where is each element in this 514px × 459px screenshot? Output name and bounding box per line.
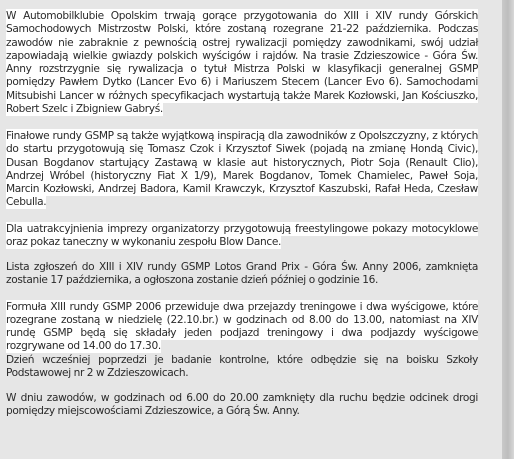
paragraph-text: Dla uatrakcyjnienia imprezy organizatorzy przygotowują freestylingowe pokazy motocyklowe oraz pokaz taneczny w wykonaniu zespołu Blow Dance. bbox=[6, 222, 478, 248]
page-edge-divider bbox=[502, 0, 514, 459]
paragraph-opole-drivers bbox=[6, 130, 478, 210]
paragraph-attractions bbox=[6, 223, 478, 250]
paragraph-schedule bbox=[6, 301, 478, 381]
paragraph-text: Finałowe rundy GSMP są także wyjątkową inspiracją dla zawodników z Opolszczyzny, z których do startu przygotowują się Tomasz Czok i Krzysztof Siwek (pojadą na zmianę Hondą Civic), Dusan Bogdanov startujący Zastawą w klasie aut historycznych, Piotr Soja (Renault Clio), Andrzej Wróbel (historyczny Fiat X 1/9), Marek Bogdanov, Tomek Chamielec, Paweł Soja, Marcin Kozłowski, Andrzej Badora, Kamil Krawczyk, Krzysztof Kaszubski, Rafał Heda, Czesław Cebulla. bbox=[6, 130, 478, 209]
paragraph-continuation: Dzień wcześniej poprzedzi je badanie kontrolne, które odbędzie się na boisku Szkoły Podstawowej nr 2 w Zdzieszowicach. bbox=[6, 353, 478, 379]
paragraph-gsmp-intro bbox=[6, 10, 478, 116]
paragraph-road-closure bbox=[6, 392, 478, 419]
article-body bbox=[6, 10, 478, 419]
paragraph-text: Formuła XIII rundy GSMP 2006 przewiduje dwa przejazdy treningowe i dwa wyścigowe, które rozegrane zostaną w niedzielę (22.10.br.) w godzinach od 8.00 do 13.00, natomiast na XIV rundę GSMP będą się składały jeden podjazd treningowy i dwa podjazdy wyścigowe rozgrywane od 14.00 do 17.30. bbox=[6, 300, 478, 353]
paragraph-entry-list bbox=[6, 261, 478, 288]
paragraph-text: W Automobilklubie Opolskim trwają gorące przygotowania do XIII i XIV rundy Górskich Samochodowych Mistrzostw Polski, które zostaną rozegrane 21-22 października. Podczas zawodów nie zabraknie z pewnością ostrej rywalizacji pomiędzy zawodnikami, swój udział zapowiadają wielkie gwiazdy polskich wyścigów i rajdów. Na trasie Zdzieszowice - Góra Św. Anny rozstrzygnie się rywalizacja o tytuł Mistrza Polski w klasyfikacji generalnej GSMP pomiędzy Pawłem Dytko (Lancer Evo 6) i Mariuszem Stecem (Lancer Evo 6). Samochodami Mitsubishi Lancer w różnych specyfikacjach wystartują także Marek Kozłowski, Jan Kościuszko, Robert Szelc i Zbigniew Gabryś. bbox=[6, 10, 478, 115]
paragraph-text: Lista zgłoszeń do XIII i XIV rundy GSMP Lotos Grand Prix - Góra Św. Anny 2006, zamknięta zostanie 17 października, a ogłoszona zostanie dzień później o godzinie 16. bbox=[6, 261, 478, 287]
paragraph-text: W dniu zawodów, w godzinach od 6.00 do 20.00 zamknięty dla ruchu będzie odcinek drogi pomiędzy miejscowościami Zdzieszowice, a Górą Św. Anny. bbox=[6, 392, 478, 418]
